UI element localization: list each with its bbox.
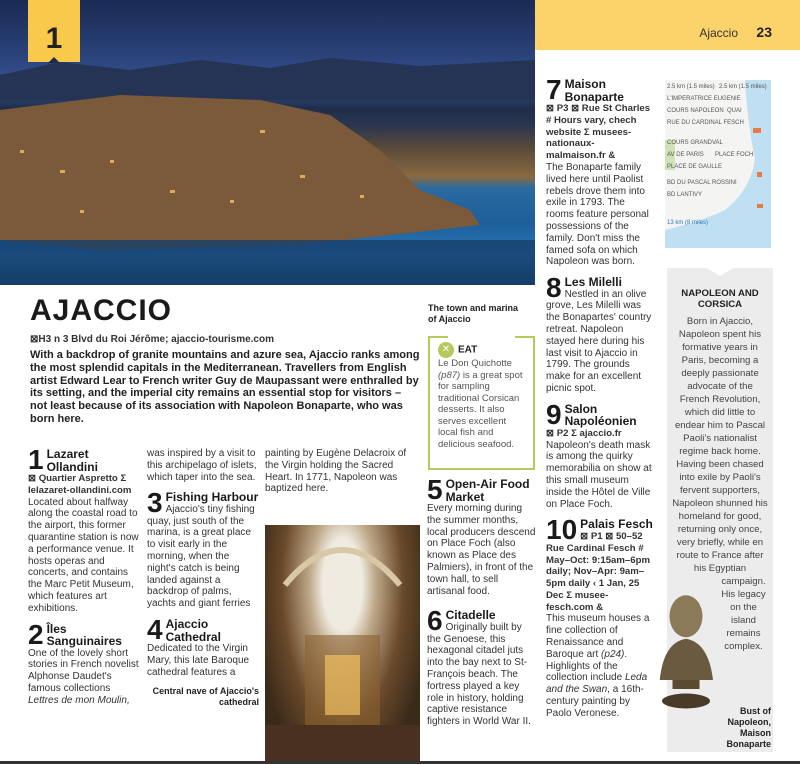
sidebar-text: Born in Ajaccio, Napoleon spent his formative years in Paris, becoming a deeply passionate advocate of the French Revolution, which did little to endear him to Pascal Paoli's nationalist regime back home. Having been chased into exile by Paoli's fervent supporters, Napoleon shunned his homeland for good, returning only once, very briefly, while en route to France after his Egyptian campaign. His legacy on the island remains complex. [672, 316, 768, 652]
address-line: ⊠H3 n 3 Blvd du Roi Jérôme; ajaccio-tourisme.com [30, 334, 274, 345]
page-number: 23 [756, 24, 772, 40]
entry-text: Dedicated to the Virgin Mary, this late Baroque cathedral features a [147, 643, 250, 678]
page-title: AJACCIO [30, 294, 173, 327]
entry-title: Maison Bonaparte [564, 77, 624, 104]
cathedral-caption: Central nave of Ajaccio's cathedral [152, 686, 259, 708]
entry-8 [546, 272, 654, 395]
eat-ref: (p87) [438, 369, 461, 381]
eat-label: EAT [458, 344, 478, 356]
entry-number: 10 [546, 514, 578, 546]
entry-text: This museum houses a fine collection of Renaissance and Baroque art (p24). Highlights of the collection include Leda and the Swan, a 16th-century painting by Paolo Veronese. [546, 613, 650, 719]
entry-9 [546, 398, 654, 511]
bust-caption: Bust of Napoleon, Maison Bonaparte [726, 706, 771, 749]
entry-info: ⊠ P2 Σ ajaccio.fr [546, 427, 622, 439]
cathedral-scene [265, 525, 420, 764]
column-5 [546, 74, 654, 728]
chapter-tab: 1 [28, 0, 80, 62]
map-label: COURS NAPOLEON [667, 108, 724, 114]
eat-text: is a great spot for sampling traditional Corsican desserts. It also serves excellent local fish and delicious seafood. [438, 369, 523, 450]
entry-title: Les Milelli [564, 275, 622, 290]
entry-number: 3 [147, 487, 163, 519]
entry-4-continued: painting by Eugène Delacroix of the Virgin holding the Sacred Heart. In 1771, Napoleon was baptized here. [265, 448, 407, 495]
entry-title: Îles Sanguinaires [46, 621, 122, 649]
column-1 [28, 444, 140, 715]
map-label: L'IMPERATRICE EUGENIE [667, 96, 741, 102]
entry-number: 7 [546, 74, 562, 105]
entry-text: Ajaccio's tiny fishing quay, just south of the marina, is a great place to visit early in the morning, when the night's catch is being landed against a backdrop of palms, yachts and giant ferries [147, 503, 255, 610]
ajaccio-marina-photo [0, 0, 535, 285]
entry-info: ⊠ P1 ⊠ 50–52 Rue Cardinal Fesch # May–Oct: 9:15am–6pm daily; Nov–Apr: 9am–5pm daily ‹ 1 Jan, 25 Dec Σ musee-fesch.com & [546, 530, 650, 613]
entry-info: ⊠ Quartier Aspretto Σ lelazaret-ollandini.com [28, 473, 132, 496]
entry-number: 6 [427, 605, 443, 637]
entry-6 [427, 605, 537, 728]
entry-text: Nestled in an olive grove, Les Milelli was the Bonapartes' country retreat. Napoleon stayed here during his last visit to Ajaccio in 1799. The grounds make for an excellent picnic spot. [546, 288, 652, 395]
map-label: QUAI [727, 108, 742, 114]
entry-title: Open-Air Food Market [445, 477, 530, 504]
entry-text: Napoleon's death mask is among the quirky memorabilia on show at this small museum inside the Hôtel de Ville on Place Foch. [546, 439, 652, 510]
map-label: 2.5 km (1.5 miles) [719, 84, 767, 90]
map-label: RUE DU CARDINAL FESCH [667, 120, 744, 126]
entry-title: Palais Fesch [580, 517, 653, 532]
entry-title: Salon Napoléonien [564, 401, 637, 429]
map-label: BD DU PASCAL ROSSINI [667, 180, 737, 186]
column-2 [147, 448, 259, 708]
entry-title: Fishing Harbour [165, 490, 259, 505]
entry-number: 2 [28, 618, 44, 650]
entry-title: Ajaccio Cathedral [165, 617, 221, 644]
entry-number: 4 [147, 614, 163, 646]
entry-text: The Bonaparte family lived here until Paolist rebels drove them into exile in 1793. The rooms feature personal possessions of the family. Don't miss the famed sofa on which Napoleon was born. [546, 161, 649, 268]
entry-4 [147, 614, 259, 678]
cutlery-icon: ✕ [438, 342, 454, 358]
entry-title: Citadelle [445, 608, 496, 623]
entry-text: Located about halfway along the coastal road to the airport, this former quarantine station is now a performance venue. It hosts operas and concerts, and contains the Marc Petit Museum, which features art exhibitions. [28, 496, 139, 614]
eat-restaurant: Le Don Quichotte [438, 358, 512, 369]
entry-number: 1 [28, 444, 44, 475]
column-4 [427, 474, 537, 736]
entry-info: ⊠ P3 ⊠ Rue St Charles # Hours vary, chech website Σ musees-nationaux-malmaison.fr & [546, 103, 651, 162]
photo-scene [0, 0, 535, 285]
eat-box [428, 336, 535, 470]
map-label: 2.5 km (1.5 miles) [667, 84, 715, 90]
running-title: Ajaccio [699, 26, 738, 40]
entry-number: 5 [427, 474, 443, 505]
map-label: PLACE FOCH [715, 152, 754, 158]
entry-1 [28, 444, 140, 615]
entry-title: Lazaret Ollandini [46, 447, 98, 474]
entry-text: One of the lovely short stories in French novelist Alphonse Daudet's famous collections [28, 647, 139, 694]
entry-text-italic: Lettres de mon Moulin, [28, 694, 130, 706]
entry-text: Originally built by the Genoese, this hexagonal citadel juts into the bay next to St-François beach. The fortress played a key role in history, holding captive resistance fighters in World War II. [427, 621, 531, 728]
entry-7 [546, 74, 654, 268]
entry-10 [546, 514, 654, 719]
cathedral-nave-photo [265, 525, 420, 764]
running-header [535, 0, 800, 50]
map-label: PLACE DE GAULLE [667, 164, 723, 170]
entry-2 [28, 618, 140, 707]
map-label: 13 km (8 miles) [667, 220, 709, 226]
entry-5 [427, 474, 537, 597]
napoleon-bust-image [656, 575, 716, 725]
photo-caption: The town and marina of Ajaccio [428, 303, 519, 324]
entry-number: 9 [546, 398, 562, 430]
entry-2-continued: was inspired by a visit to this archipelago of islets, which taper into the sea. [147, 448, 257, 483]
map-label: BD LANTIVY [667, 192, 703, 198]
entry-3 [147, 487, 259, 610]
map-label: COURS GRANDVAL [667, 140, 723, 146]
intro-paragraph: With a backdrop of granite mountains and azure sea, Ajaccio ranks among the most splendid capitals in the Mediterranean. Travellers from English artist Edward Lear to French writer Guy de Maupassant were enthralled by its setting, and the imperial city remains an essential stop for visitors – not least because of its association with Napoleon Bonaparte, who was born here. [30, 349, 420, 425]
sidebar-title: NAPOLEON AND CORSICA [681, 288, 759, 310]
entry-number: 8 [546, 272, 562, 304]
locator-map [665, 80, 771, 248]
entry-text: Every morning during the summer months, local producers descend on Place Foch (also known as Place des Palmiers), in front of the town hall, to sell artisanal food. [427, 503, 536, 597]
map-label: AV DE PARIS [667, 152, 704, 158]
